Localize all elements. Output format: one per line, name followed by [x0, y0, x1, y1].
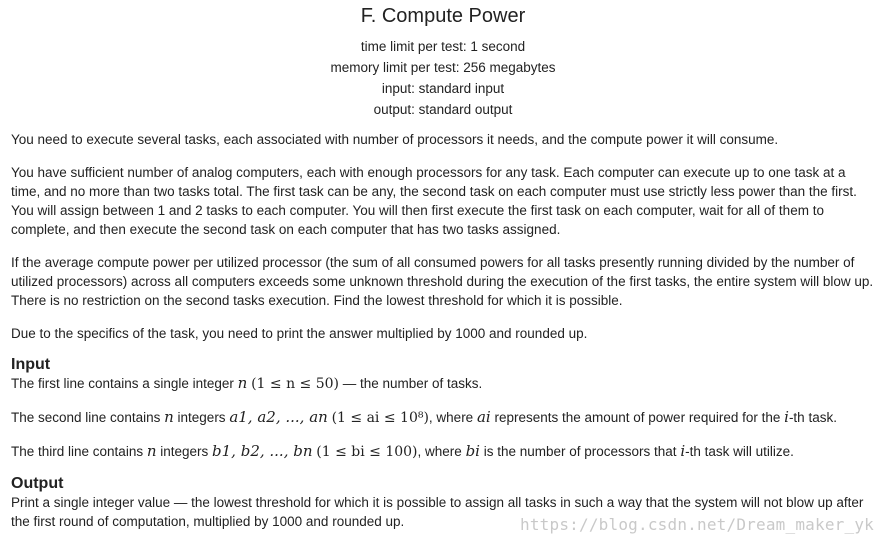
problem-statement — [11, 130, 877, 531]
statement-paragraph-1: You need to execute several tasks, each associated with number of processors it needs, and the compute power it will consume. — [11, 132, 779, 147]
math-b-constraint: (1 ≤ bi ≤ 100) — [316, 444, 418, 460]
input-line-2-end: -th task. — [788, 410, 837, 425]
input-line-3 — [11, 442, 877, 462]
output-section-title: Output — [11, 475, 64, 492]
output-spec: output: standard output — [373, 102, 513, 117]
input-section — [11, 355, 877, 462]
input-line-2 — [11, 408, 877, 428]
statement-paragraph-4: Due to the specifics of the task, you need to print the answer multiplied by 1000 and rounded up. — [11, 326, 588, 341]
math-b-sequence: b1, b2, ..., bn — [212, 442, 313, 460]
math-n: n — [164, 408, 174, 426]
input-line-2-pre: The second line contains — [11, 410, 165, 425]
statement-paragraph-2: You have sufficient number of analog computers, each with enough processors for any task. Each computer can execute up to one task at a time, and no more than two tasks total. The first task can be any, the second task on each computer must use strictly less power than the first. You will assign between 1 and 2 tasks to each computer. You will then first execute the first task on each computer, wait for all of them to complete, and then execute the second task on each computer that has two tasks assigned. — [11, 165, 857, 237]
watermark-url: https://blog.csdn.net/Dream_maker_yk — [520, 515, 874, 534]
output-description: Print a single integer value — the lowest threshold for which it is possible to assign all tasks in such a way that the system will not blow up after the first round of computation, multiplied by 1000 and rounded up. — [11, 495, 864, 529]
time-limit: time limit per test: 1 second — [360, 39, 526, 54]
input-line-3-desc: is the number of processors that — [479, 444, 681, 459]
math-i: i — [680, 442, 686, 460]
math-i: i — [784, 408, 789, 426]
math-ai: ai — [476, 408, 491, 426]
statement-paragraph-3: If the average compute power per utilized processor (the sum of all consumed powers for all tasks presently running divided by the number of utilized processors) across all computers exceeds some unknown threshold during the execution of the first tasks, the entire system will blow up. There is no restriction on the second tasks execution. Find the lowest threshold for which it is possible. — [11, 255, 874, 308]
math-n: n — [237, 374, 248, 392]
input-line-2-desc: represents the amount of power required for the — [490, 410, 785, 425]
problem-header — [0, 0, 886, 120]
input-line-3-mid: integers — [156, 444, 213, 459]
math-a-constraint: (1 ≤ ai ≤ 10⁸) — [331, 410, 429, 426]
input-line-3-end: -th task will utilize. — [685, 444, 794, 459]
problem-title: F. Compute Power — [360, 5, 526, 27]
math-a-sequence: a1, a2, ..., an — [229, 408, 328, 426]
input-line-2-where: , where — [428, 410, 477, 425]
math-n-constraint: (1 ≤ n ≤ 50) — [251, 376, 339, 392]
input-line-1-pre: The first line contains a single integer — [11, 376, 238, 391]
math-bi: bi — [465, 442, 480, 460]
input-line-1 — [11, 374, 877, 394]
input-spec: input: standard input — [381, 81, 505, 96]
memory-limit: memory limit per test: 256 megabytes — [330, 60, 556, 75]
input-section-title: Input — [11, 356, 51, 373]
input-line-3-where: , where — [417, 444, 466, 459]
input-line-2-mid: integers — [173, 410, 230, 425]
math-n: n — [146, 442, 157, 460]
input-line-1-post: — the number of tasks. — [339, 376, 483, 391]
input-line-3-pre: The third line contains — [11, 444, 147, 459]
